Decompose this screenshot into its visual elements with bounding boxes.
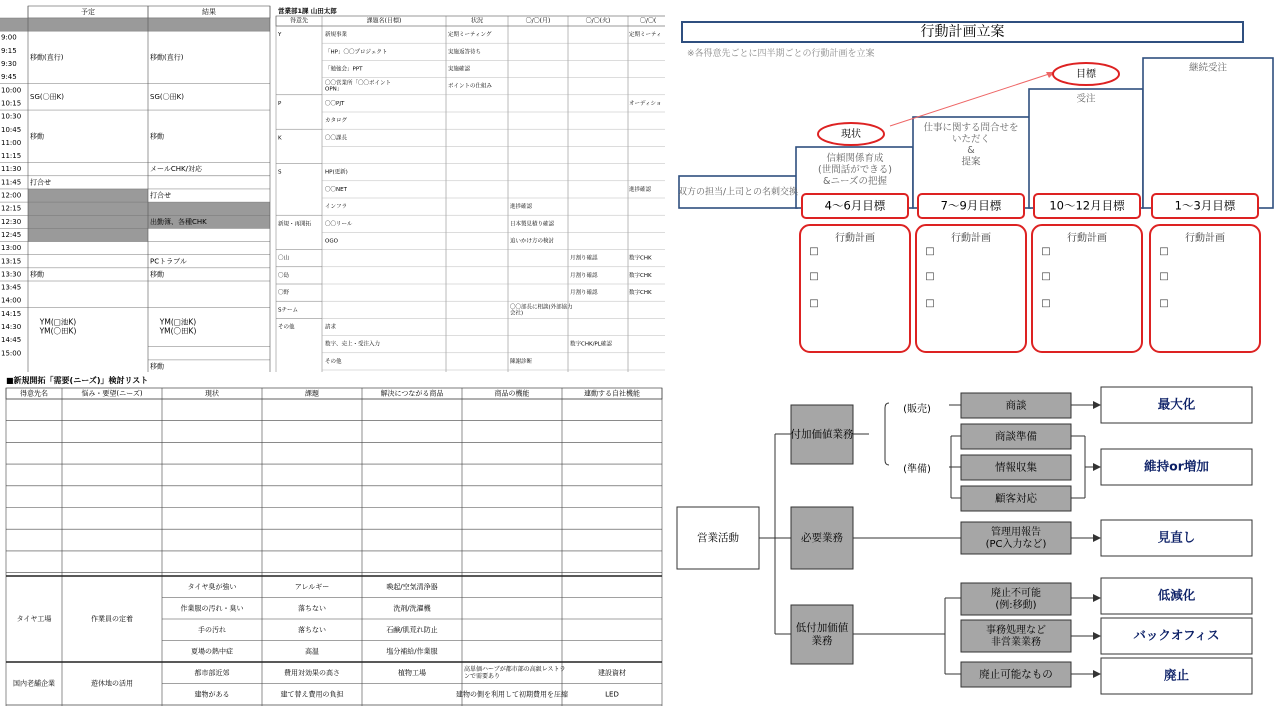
weekly-day3: 数字CHK [629,255,652,262]
result-move-direct: 移動(直行) [150,53,184,62]
weekly-day2: 月割り確認 [570,290,598,297]
weekly-task: 〇〇リール [325,221,353,228]
weekly-task: 請求 [325,324,337,331]
quarter-label: 1〜3月目標 [1174,198,1236,213]
weekly-customer: その他 [278,324,295,331]
weekly-task: 「HP」〇〇プロジェクト [325,49,388,56]
weekly-task: 〇〇営業所「〇〇ポイント [325,80,392,87]
weekly-status: 定期ミーティング [448,32,492,39]
weekly-task: 〇〇PJT [325,100,345,107]
action-check: □ [809,246,819,257]
weekly-task: 〇〇NET [325,186,347,193]
goal-label: 目標 [1076,69,1096,80]
schedule-time: 14:00 [1,296,22,305]
schedule-grid [0,0,665,372]
arrow-head [1093,463,1101,471]
action-box [916,225,1026,352]
result-reduce: 低減化 [1157,587,1196,603]
arrow-head [1093,594,1101,602]
weekly-day2: 月割り確認 [570,255,598,262]
weekly-task: 数字、売上・受注入力 [325,341,381,348]
plan-move: 移動 [30,270,44,279]
needs-header-cell: 連動する自社機能 [584,389,640,398]
arrow-head [1093,670,1101,678]
step-text: 双方の担当/上司との名刺交換 [677,187,799,198]
schedule-time: 9:00 [1,33,17,42]
needs-cell: 石鹸/肌荒れ防止 [386,625,438,634]
current-label: 現状 [841,129,861,140]
step-text: 受注 [1076,93,1096,105]
result-move: 移動 [150,132,164,141]
schedule-result-header: 結果 [202,8,216,16]
weekly-status: ポイントの仕組み [448,83,493,90]
plan-title: 行動計画立案 [681,21,1244,43]
needs-cell: 高単価ハーブが都市部の高級レストラ [464,665,566,673]
needs-cell: 夏場の熱中症 [191,647,233,656]
action-check: □ [925,298,935,309]
schedule-time: 15:00 [1,349,22,358]
plan-meeting: 打合せ [30,178,51,187]
needs-cell: 作業服の汚れ・臭い [180,604,244,613]
leaf-unavoidable: (例:移動) [995,600,1037,611]
needs-cell: ンで需要あり [464,672,501,680]
plan-sg: SG(〇田K) [30,92,64,101]
action-label: 行動計画 [951,233,991,244]
needs-cell: 植物工場 [398,668,426,677]
needs-cell: 喚起/空気清浄器 [386,582,438,591]
step-text: & [967,145,975,157]
weekly-day3: 定期ミーティ [629,32,662,39]
schedule-time: 9:15 [1,46,17,55]
weekly-task: HP(更新) [325,169,348,176]
needs-customer: タイヤ工場 [16,615,52,623]
weekly-customer: P [278,100,282,107]
schedule-time: 11:45 [1,178,22,187]
step-text: 仕事に関する問合せを [923,122,1019,134]
plan-note: ※各得意先ごとに四半期ごとの行動計画を立案 [687,49,875,59]
branch-value-add: 付加価値業務 [790,428,854,441]
leaf-info: 情報収集 [995,461,1037,474]
needs-cell: 建設資材 [598,668,626,677]
action-check: □ [1159,298,1169,309]
needs-header-cell: 得意先名 [20,389,48,398]
schedule-time: 13:30 [1,270,22,279]
action-check: □ [1159,271,1169,282]
needs-need: 遊休地の活用 [91,679,133,688]
needs-cell: 高温 [305,647,319,656]
root-node: 営業活動 [697,532,739,544]
weekly-day1: 追いかけ方の検討 [510,238,555,245]
action-box [1032,225,1142,352]
weekly-status: 実施確認 [448,66,471,73]
quarter-label: 10〜12月目標 [1049,198,1125,213]
schedule-time: 12:30 [1,217,22,226]
action-box [800,225,910,352]
action-label: 行動計画 [1067,233,1107,244]
weekly-header-cell: 〇/〇(月) [525,17,551,25]
result-back-office: バックオフィス [1133,627,1220,643]
arrow-head [1093,401,1101,409]
result-expense: 出勤簿、各種CHK [150,217,207,226]
weekly-task: 〇〇課長 [325,135,348,142]
weekly-title: 営業部1課 山田太郎 [278,7,337,15]
needs-need: 作業員の定着 [91,615,133,623]
schedule-time: 13:45 [1,283,22,292]
schedule-time: 12:15 [1,204,22,213]
result-ym: YM(□池K) [159,317,197,327]
leaf-prep: 商談準備 [995,430,1037,443]
step-text: &ニーズの把握 [823,175,887,187]
step-box [1143,58,1273,208]
needs-cell: 費用対効果の高さ [284,668,340,677]
weekly-customer: S [278,169,282,176]
action-label: 行動計画 [835,233,875,244]
plan-move: 移動 [30,132,44,141]
step-box [1029,89,1143,208]
needs-header-cell: 悩み・要望(ニーズ) [81,389,143,398]
schedule-sheet [0,0,665,372]
weekly-day3: オーディショ [629,100,662,107]
leaf-removable: 廃止可能なもの [979,668,1053,681]
leaf-unavoidable: 廃止不可能 [991,588,1041,599]
weekly-customer: Sチーム [278,307,298,314]
needs-header-cell: 現状 [205,389,219,398]
action-check: □ [1041,298,1051,309]
weekly-day3: 進捗確認 [629,186,652,193]
leaf-customer: 顧客対応 [995,492,1037,505]
step-text: 継続受注 [1188,62,1228,74]
schedule-grey-row [0,18,270,31]
leaf-admin: 事務処理など [986,625,1046,636]
result-abolish: 廃止 [1163,667,1190,683]
needs-header-cell: 商品の機能 [494,389,530,398]
result-maintain: 維持or増加 [1144,458,1209,474]
leaf-admin: 非営業業務 [991,637,1041,648]
weekly-task: カタログ [325,118,348,125]
quarter-label: 4〜6月目標 [824,198,886,213]
schedule-header [28,6,270,18]
schedule-time: 13:15 [1,257,22,266]
quarter-label: 7〜9月目標 [940,198,1002,213]
needs-customer: 国内老舗企業 [13,679,55,688]
leaf-report: 管理用報告 [991,527,1041,538]
needs-cell: 都市部近郊 [194,668,230,677]
weekly-task: OPN」 [325,86,343,93]
weekly-task: OGO [325,238,338,245]
needs-cell: 落ちない [298,625,326,634]
schedule-time: 12:45 [1,230,22,239]
weekly-header-cell: 課題名(目標) [366,17,402,25]
schedule-lunch-band [28,189,148,202]
needs-cell: 洗剤/洗濯機 [393,604,431,613]
schedule-time: 10:15 [1,99,22,108]
weekly-day1: 日本製見積り確認 [510,221,555,228]
weekly-day1: 進捗確認 [510,204,533,211]
schedule-time: 11:30 [1,165,22,174]
weekly-header-cell: 〇/〇( [639,17,657,25]
result-sg: SG(〇田K) [150,92,184,101]
schedule-time: 10:45 [1,125,22,134]
weekly-customer: K [278,135,282,142]
weekly-customer: 〇山 [278,255,290,262]
plan-ym: YM(□池K) [39,317,77,327]
action-check: □ [809,298,819,309]
result-ym: YM(〇田K) [159,326,197,336]
weekly-task: 新規事業 [325,32,348,39]
weekly-day2: 数字CHK/PL確認 [570,341,612,348]
schedule-plan-header: 予定 [81,8,95,16]
needs-header-cell: 解決につながる商品 [380,389,444,398]
arrow-head [1093,632,1101,640]
weekly-customer: Y [278,32,282,39]
plan-diagram [665,0,1280,372]
arrow-head [1093,534,1101,542]
needs-list-sheet [0,372,665,720]
step-text: (世間話ができる) [818,164,892,176]
prep-label: (準備) [903,464,931,475]
branch-required: 必要業務 [801,532,843,544]
result-meeting: 打合せ [150,191,171,200]
weekly-day2: 月割り確認 [570,272,598,279]
needs-title: ■新規開拓「需要(ニーズ)」検討リスト [6,376,149,385]
schedule-time: 9:45 [1,73,17,82]
weekly-customer: 新規・再開拓 [278,221,312,228]
schedule-time: 12:00 [1,191,22,200]
weekly-day3: 数字CHK [629,272,652,279]
weekly-customer: 〇島 [278,272,290,279]
branch-low-value: 業務 [811,634,833,647]
branch-low-value: 低付加価値 [795,622,849,635]
action-box [1150,225,1260,352]
weekly-task: その他 [325,358,342,365]
schedule-time: 14:45 [1,336,22,345]
needs-cell: アレルギー [294,582,330,591]
weekly-header-cell: 得意先 [289,17,309,25]
result-pc-trouble: PCトラブル [150,257,187,266]
weekly-day1: 陳謝診断 [510,358,533,365]
step-text: 提案 [961,156,981,168]
action-plan-slide [665,0,1280,372]
schedule-time: 14:30 [1,323,22,332]
result-move: 移動 [150,362,164,371]
schedule-time: 10:30 [1,112,22,121]
needs-cell: 建物の側を利用して初期費用を圧縮 [456,690,568,699]
weekly-header-cell: 状況 [470,17,484,25]
action-check: □ [1041,271,1051,282]
schedule-time: 13:00 [1,244,22,253]
sales-label: (販売) [903,404,931,415]
action-check: □ [1041,246,1051,257]
needs-table [0,372,665,720]
action-check: □ [925,246,935,257]
schedule-time: 14:15 [1,309,22,318]
action-label: 行動計画 [1185,233,1225,244]
needs-cell: 塩分補給/作業服 [386,647,438,656]
needs-header-cell: 課題 [305,389,319,398]
plan-move-direct: 移動(直行) [30,53,64,62]
result-review: 見直し [1157,529,1196,545]
result-maximize: 最大化 [1157,396,1196,412]
schedule-time: 11:15 [1,152,22,161]
schedule-time: 10:00 [1,86,22,95]
result-mail: メールCHK/対応 [150,165,202,174]
action-check: □ [1159,246,1169,257]
needs-cell: LED [605,690,619,699]
weekly-task: 「勉強会」PPT [325,66,363,73]
step-text: 信頼関係育成 [826,153,884,165]
needs-cell: 建物がある [194,690,230,699]
result-move: 移動 [150,270,164,279]
weekly-day1: 会社) [510,310,524,317]
plan-ym: YM(〇田K) [39,326,77,336]
needs-cell: 手の汚れ [198,625,226,634]
weekly-status: 実施返答待ち [448,49,482,56]
sales-activity-tree [665,372,1280,720]
leaf-report: (PC入力など) [985,539,1047,550]
weekly-day3: 数字CHK [629,290,652,297]
step-text: いただく [951,133,991,145]
schedule-time: 11:00 [1,138,22,147]
needs-cell: タイヤ臭が強い [187,582,237,591]
weekly-header-cell: 〇/〇(火) [585,17,611,25]
weekly-day1: 〇〇部長に相談(外部協力 [510,304,573,311]
action-check: □ [925,271,935,282]
tree-diagram [665,372,1280,720]
needs-cell: 建て替え費用の負担 [280,690,344,699]
leaf-negotiation: 商談 [1005,399,1027,412]
schedule-lunch-band [148,202,270,215]
weekly-customer: 〇野 [278,290,290,297]
action-check: □ [809,271,819,282]
bracket [885,403,889,465]
schedule-time: 9:30 [1,60,17,69]
needs-cell: 落ちない [298,604,326,613]
weekly-task: インフラ [325,204,348,211]
